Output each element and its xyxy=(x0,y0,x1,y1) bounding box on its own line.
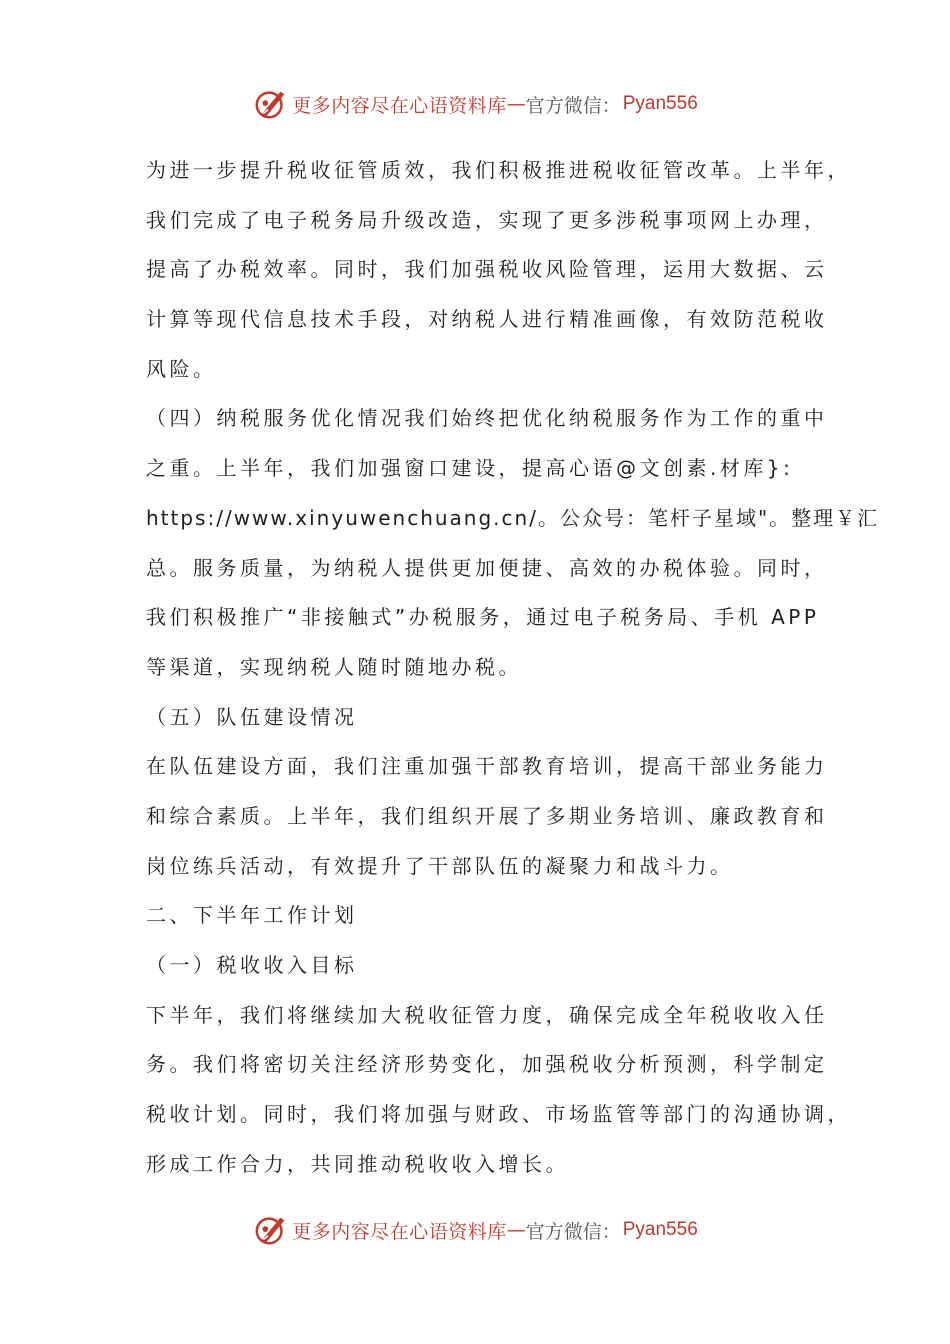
pen-nib-circle-icon xyxy=(252,85,290,123)
body-line: 我们完成了电子税务局升级改造，实现了更多涉税事项网上办理， xyxy=(146,207,828,232)
header-banner-wechat: 官方微信： xyxy=(525,94,621,117)
section-heading-one: （一）税收收入目标 xyxy=(146,953,358,977)
body-line: 等渠道，实现纳税人随时随地办税。 xyxy=(146,654,522,679)
section-heading-five: （五）队伍建设情况 xyxy=(146,704,358,729)
header-banner-dash: — xyxy=(506,93,526,115)
chapter-heading-two: 二、下半年工作计划 xyxy=(146,903,358,928)
body-line: 在队伍建设方面，我们注重加强干部教育培训，提高干部业务能力 xyxy=(146,754,828,779)
body-line: 计算等现代信息技术手段，对纳税人进行精准画像，有效防范税收 xyxy=(146,307,828,332)
body-line: 我们积极推广“非接触式”办税服务，通过电子税务局、手机 APP xyxy=(146,605,820,630)
body-line: 和综合素质。上半年，我们组织开展了多期业务培训、廉政教育和 xyxy=(146,803,828,828)
body-line: 下半年，我们将继续加大税收征管力度，确保完成全年税收收入任 xyxy=(146,1002,828,1027)
body-line: 税收计划。同时，我们将加强与财政、市场监管等部门的沟通协调， xyxy=(146,1102,851,1127)
body-line: 之重。上半年，我们加强窗口建设，提高心语@文创素.材库}: xyxy=(146,456,794,481)
body-line: 为进一步提升税收征管质效，我们积极推进税收征管改革。上半年， xyxy=(146,158,851,182)
footer-banner-main: 更多内容尽在心语资料库 xyxy=(292,1220,507,1243)
section-heading-four: （四）纳税服务优化情况我们始终把优化纳税服务作为工作的重中 xyxy=(146,406,828,431)
header-banner xyxy=(0,84,950,124)
footer-banner-wechat: 官方微信： xyxy=(525,1220,621,1243)
footer-banner xyxy=(0,1210,950,1250)
footer-banner-dash: — xyxy=(506,1219,526,1241)
footer-banner-id: Pyan556 xyxy=(622,1219,698,1240)
body-line: 风险。 xyxy=(146,356,217,381)
header-banner-main: 更多内容尽在心语资料库 xyxy=(292,94,507,117)
pen-nib-circle-icon xyxy=(252,1211,290,1249)
document-body xyxy=(146,152,880,1195)
body-line: 形成工作合力，共同推动税收收入增长。 xyxy=(146,1151,569,1176)
body-line: 总。服务质量，为纳税人提供更加便捷、高效的办税体验。同时， xyxy=(146,555,828,580)
body-line: 岗位练兵活动，有效提升了干部队伍的凝聚力和战斗力。 xyxy=(146,853,734,878)
body-line: 务。我们将密切关注经济形势变化，加强税收分析预测，科学制定 xyxy=(146,1052,828,1077)
header-banner-id: Pyan556 xyxy=(622,93,698,114)
body-line-url: https://www.xinyuwenchuang.cn/。公众号：笔杆子星域"。整理￥汇 xyxy=(146,505,880,530)
body-line: 提高了办税效率。同时，我们加强税收风险管理，运用大数据、云 xyxy=(146,257,828,282)
